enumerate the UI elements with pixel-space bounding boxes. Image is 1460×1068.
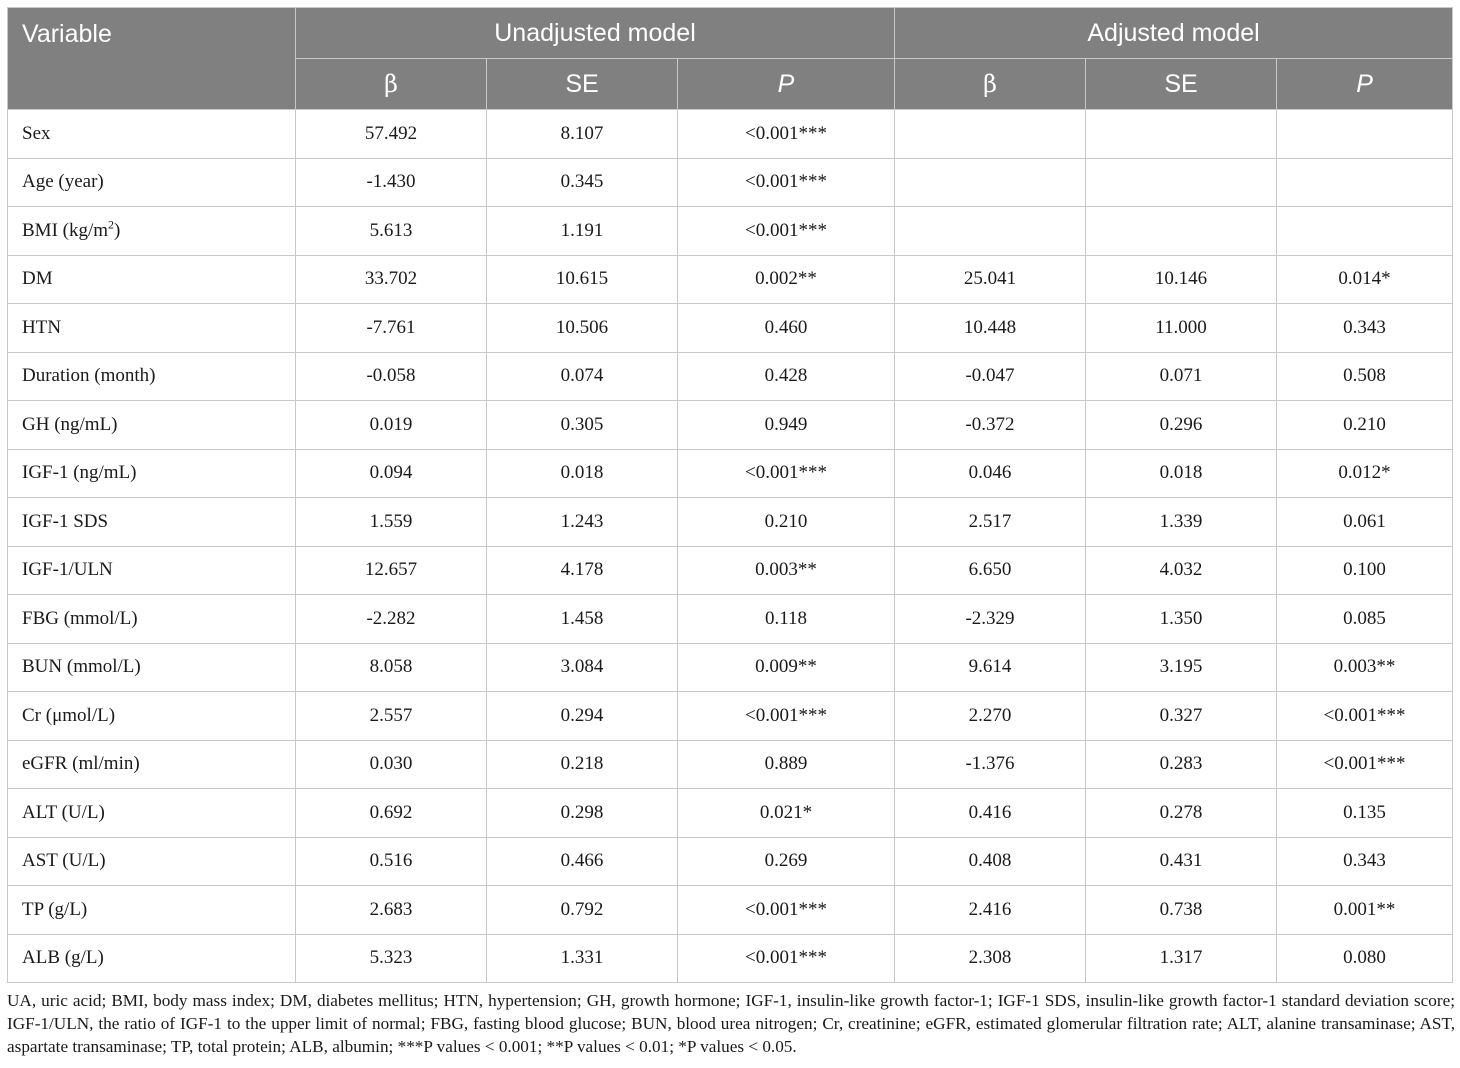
unadjusted-se-cell: 0.074 <box>487 352 678 401</box>
unadjusted-p-cell: 0.269 <box>678 837 895 886</box>
adjusted-p-cell: 0.014* <box>1277 255 1453 304</box>
unadjusted-beta-cell: 0.692 <box>296 789 487 838</box>
unadjusted-beta-cell: 5.323 <box>296 934 487 983</box>
unadjusted-se-cell: 1.331 <box>487 934 678 983</box>
unadjusted-beta-cell: -0.058 <box>296 352 487 401</box>
adjusted-se-cell: 0.278 <box>1086 789 1277 838</box>
adjusted-beta-cell: 2.416 <box>895 886 1086 935</box>
table-row <box>8 158 1453 207</box>
unadjusted-beta-cell: 12.657 <box>296 546 487 595</box>
variable-cell <box>8 789 296 838</box>
adjusted-beta-cell: 0.046 <box>895 449 1086 498</box>
unadjusted-se-cell: 10.506 <box>487 304 678 353</box>
adjusted-beta-cell <box>895 207 1086 256</box>
unadjusted-se-cell: 0.792 <box>487 886 678 935</box>
table-row <box>8 692 1453 741</box>
adjusted-se-cell: 1.317 <box>1086 934 1277 983</box>
adjusted-p-cell: 0.085 <box>1277 595 1453 644</box>
table-row <box>8 740 1453 789</box>
unadjusted-se-cell: 0.294 <box>487 692 678 741</box>
adjusted-beta-cell: 25.041 <box>895 255 1086 304</box>
table-row <box>8 255 1453 304</box>
adjusted-beta-cell: 2.517 <box>895 498 1086 547</box>
variable-cell <box>8 352 296 401</box>
adjusted-beta-cell: 2.308 <box>895 934 1086 983</box>
variable-cell <box>8 110 296 159</box>
adjusted-p-cell: 0.343 <box>1277 304 1453 353</box>
adjusted-se-cell: 0.431 <box>1086 837 1277 886</box>
unadjusted-se-cell: 4.178 <box>487 546 678 595</box>
unadjusted-beta-cell: 33.702 <box>296 255 487 304</box>
table-row <box>8 207 1453 256</box>
variable-cell <box>8 158 296 207</box>
variable-cell <box>8 449 296 498</box>
unadjusted-beta-cell: 0.019 <box>296 401 487 450</box>
adjusted-se-cell: 10.146 <box>1086 255 1277 304</box>
unadjusted-p-cell: <0.001*** <box>678 692 895 741</box>
unadjusted-p-cell: <0.001*** <box>678 934 895 983</box>
adjusted-p-header: P <box>1277 59 1453 110</box>
adjusted-p-cell: 0.003** <box>1277 643 1453 692</box>
variable-cell <box>8 643 296 692</box>
variable-label: TP (g/L) <box>22 898 88 920</box>
unadjusted-se-cell: 1.458 <box>487 595 678 644</box>
unadjusted-model-header: Unadjusted model <box>296 8 895 59</box>
variable-label: Duration (month) <box>22 365 156 387</box>
variable-label: GH (ng/mL) <box>22 413 118 435</box>
variable-cell <box>8 304 296 353</box>
unadjusted-beta-cell: 8.058 <box>296 643 487 692</box>
variable-label: IGF-1/ULN <box>22 559 113 581</box>
unadjusted-se-cell: 1.243 <box>487 498 678 547</box>
adjusted-model-header: Adjusted model <box>895 8 1453 59</box>
variable-label: BUN (mmol/L) <box>22 656 141 678</box>
adjusted-beta-cell: 2.270 <box>895 692 1086 741</box>
adjusted-se-cell <box>1086 207 1277 256</box>
adjusted-se-cell: 0.327 <box>1086 692 1277 741</box>
adjusted-p-cell: <0.001*** <box>1277 692 1453 741</box>
unadjusted-se-cell: 0.345 <box>487 158 678 207</box>
adjusted-se-header: SE <box>1086 59 1277 110</box>
unadjusted-p-cell: 0.009** <box>678 643 895 692</box>
adjusted-beta-cell: 10.448 <box>895 304 1086 353</box>
unadjusted-p-cell: <0.001*** <box>678 886 895 935</box>
adjusted-se-cell <box>1086 158 1277 207</box>
variable-column-header: Variable <box>8 8 296 110</box>
table-row <box>8 595 1453 644</box>
variable-label: Sex <box>22 122 51 144</box>
table-body <box>8 110 1453 983</box>
variable-label: IGF-1 SDS <box>22 510 109 532</box>
adjusted-beta-cell: 6.650 <box>895 546 1086 595</box>
adjusted-beta-cell <box>895 158 1086 207</box>
adjusted-se-cell: 3.195 <box>1086 643 1277 692</box>
unadjusted-beta-cell: 1.559 <box>296 498 487 547</box>
unadjusted-p-cell: 0.949 <box>678 401 895 450</box>
variable-cell <box>8 255 296 304</box>
adjusted-se-cell: 11.000 <box>1086 304 1277 353</box>
variable-cell <box>8 401 296 450</box>
unadjusted-se-cell: 1.191 <box>487 207 678 256</box>
table-row <box>8 401 1453 450</box>
adjusted-p-cell: 0.343 <box>1277 837 1453 886</box>
adjusted-beta-cell: 0.408 <box>895 837 1086 886</box>
unadjusted-se-cell: 8.107 <box>487 110 678 159</box>
unadjusted-p-cell: <0.001*** <box>678 110 895 159</box>
adjusted-beta-cell <box>895 110 1086 159</box>
table-row <box>8 789 1453 838</box>
unadjusted-se-cell: 0.018 <box>487 449 678 498</box>
adjusted-p-cell <box>1277 207 1453 256</box>
unadjusted-p-cell: 0.002** <box>678 255 895 304</box>
adjusted-se-cell: 0.071 <box>1086 352 1277 401</box>
unadjusted-se-cell: 10.615 <box>487 255 678 304</box>
unadjusted-p-cell: <0.001*** <box>678 449 895 498</box>
variable-cell <box>8 207 296 256</box>
unadjusted-p-cell: <0.001*** <box>678 207 895 256</box>
table-row <box>8 934 1453 983</box>
table-header <box>8 8 1453 110</box>
adjusted-p-cell <box>1277 158 1453 207</box>
adjusted-se-cell <box>1086 110 1277 159</box>
table-row <box>8 352 1453 401</box>
unadjusted-beta-cell: 5.613 <box>296 207 487 256</box>
unadjusted-p-cell: 0.118 <box>678 595 895 644</box>
adjusted-p-cell: 0.080 <box>1277 934 1453 983</box>
adjusted-beta-cell: 9.614 <box>895 643 1086 692</box>
unadjusted-p-cell: 0.003** <box>678 546 895 595</box>
adjusted-p-cell <box>1277 110 1453 159</box>
variable-cell <box>8 934 296 983</box>
adjusted-p-cell: 0.210 <box>1277 401 1453 450</box>
unadjusted-beta-cell: 0.030 <box>296 740 487 789</box>
unadjusted-p-cell: 0.460 <box>678 304 895 353</box>
unadjusted-p-cell: <0.001*** <box>678 158 895 207</box>
table-row <box>8 643 1453 692</box>
variable-cell <box>8 498 296 547</box>
variable-label: DM <box>22 268 53 290</box>
unadjusted-beta-cell: 0.094 <box>296 449 487 498</box>
table-row <box>8 110 1453 159</box>
unadjusted-beta-cell: 57.492 <box>296 110 487 159</box>
variable-label: eGFR (ml/min) <box>22 753 140 775</box>
adjusted-p-cell: 0.012* <box>1277 449 1453 498</box>
variable-cell <box>8 595 296 644</box>
unadjusted-beta-cell: -2.282 <box>296 595 487 644</box>
unadjusted-beta-cell: 0.516 <box>296 837 487 886</box>
variable-cell <box>8 546 296 595</box>
adjusted-se-cell: 4.032 <box>1086 546 1277 595</box>
adjusted-se-cell: 1.350 <box>1086 595 1277 644</box>
adjusted-beta-cell: -1.376 <box>895 740 1086 789</box>
adjusted-beta-cell: -0.047 <box>895 352 1086 401</box>
variable-cell <box>8 740 296 789</box>
variable-label: Age (year) <box>22 171 104 193</box>
variable-cell <box>8 837 296 886</box>
adjusted-p-cell: 0.508 <box>1277 352 1453 401</box>
unadjusted-p-cell: 0.428 <box>678 352 895 401</box>
unadjusted-p-header: P <box>678 59 895 110</box>
unadjusted-beta-header: β <box>296 59 487 110</box>
adjusted-se-cell: 0.296 <box>1086 401 1277 450</box>
unadjusted-p-cell: 0.021* <box>678 789 895 838</box>
unadjusted-beta-cell: 2.557 <box>296 692 487 741</box>
unadjusted-p-cell: 0.889 <box>678 740 895 789</box>
unit-superscript: 2 <box>108 217 115 232</box>
variable-cell <box>8 692 296 741</box>
table-row <box>8 498 1453 547</box>
table-row <box>8 886 1453 935</box>
unadjusted-beta-cell: 2.683 <box>296 886 487 935</box>
variable-label: ALT (U/L) <box>22 801 105 823</box>
adjusted-beta-cell: -0.372 <box>895 401 1086 450</box>
variable-label-suffix: ) <box>114 219 121 241</box>
variable-label: IGF-1 (ng/mL) <box>22 462 137 484</box>
adjusted-p-cell: 0.061 <box>1277 498 1453 547</box>
unadjusted-se-cell: 0.218 <box>487 740 678 789</box>
table-row <box>8 304 1453 353</box>
unadjusted-se-cell: 0.298 <box>487 789 678 838</box>
adjusted-beta-header: β <box>895 59 1086 110</box>
unadjusted-p-cell: 0.210 <box>678 498 895 547</box>
unadjusted-se-header: SE <box>487 59 678 110</box>
variable-label: BMI (kg/m <box>22 219 109 241</box>
unadjusted-se-cell: 0.466 <box>487 837 678 886</box>
variable-label: FBG (mmol/L) <box>22 607 138 629</box>
adjusted-p-cell: 0.100 <box>1277 546 1453 595</box>
table-row <box>8 837 1453 886</box>
variable-label: AST (U/L) <box>22 850 106 872</box>
unadjusted-beta-cell: -1.430 <box>296 158 487 207</box>
adjusted-se-cell: 0.283 <box>1086 740 1277 789</box>
variable-label: Cr (μmol/L) <box>22 704 116 726</box>
table-row <box>8 546 1453 595</box>
adjusted-se-cell: 0.738 <box>1086 886 1277 935</box>
adjusted-p-cell: <0.001*** <box>1277 740 1453 789</box>
unadjusted-se-cell: 3.084 <box>487 643 678 692</box>
table-footnote: UA, uric acid; BMI, body mass index; DM, diabetes mellitus; HTN, hypertension; GH, growth hormone; IGF-1, insulin-like growth factor-1; IGF-1 SDS, insulin-like growth factor-1 standard deviation score; IGF-1/ULN, the ratio of IGF-1 to the upper limit of normal; FBG, fasting blood glucose; BUN, blood urea nitrogen; Cr, creatinine; eGFR, estimated glomerular filtration rate; ALT, alanine transaminase; AST, aspartate transaminase; TP, total protein; ALB, albumin; ***P values < 0.001; **P values < 0.01; *P values < 0.05. <box>7 991 1455 1056</box>
adjusted-se-cell: 1.339 <box>1086 498 1277 547</box>
adjusted-p-cell: 0.001** <box>1277 886 1453 935</box>
adjusted-p-cell: 0.135 <box>1277 789 1453 838</box>
variable-label: HTN <box>22 316 62 338</box>
unadjusted-beta-cell: -7.761 <box>296 304 487 353</box>
adjusted-se-cell: 0.018 <box>1086 449 1277 498</box>
variable-cell <box>8 886 296 935</box>
table-row <box>8 449 1453 498</box>
regression-table <box>7 7 1453 983</box>
adjusted-beta-cell: 0.416 <box>895 789 1086 838</box>
adjusted-beta-cell: -2.329 <box>895 595 1086 644</box>
variable-label: ALB (g/L) <box>22 947 104 969</box>
unadjusted-se-cell: 0.305 <box>487 401 678 450</box>
